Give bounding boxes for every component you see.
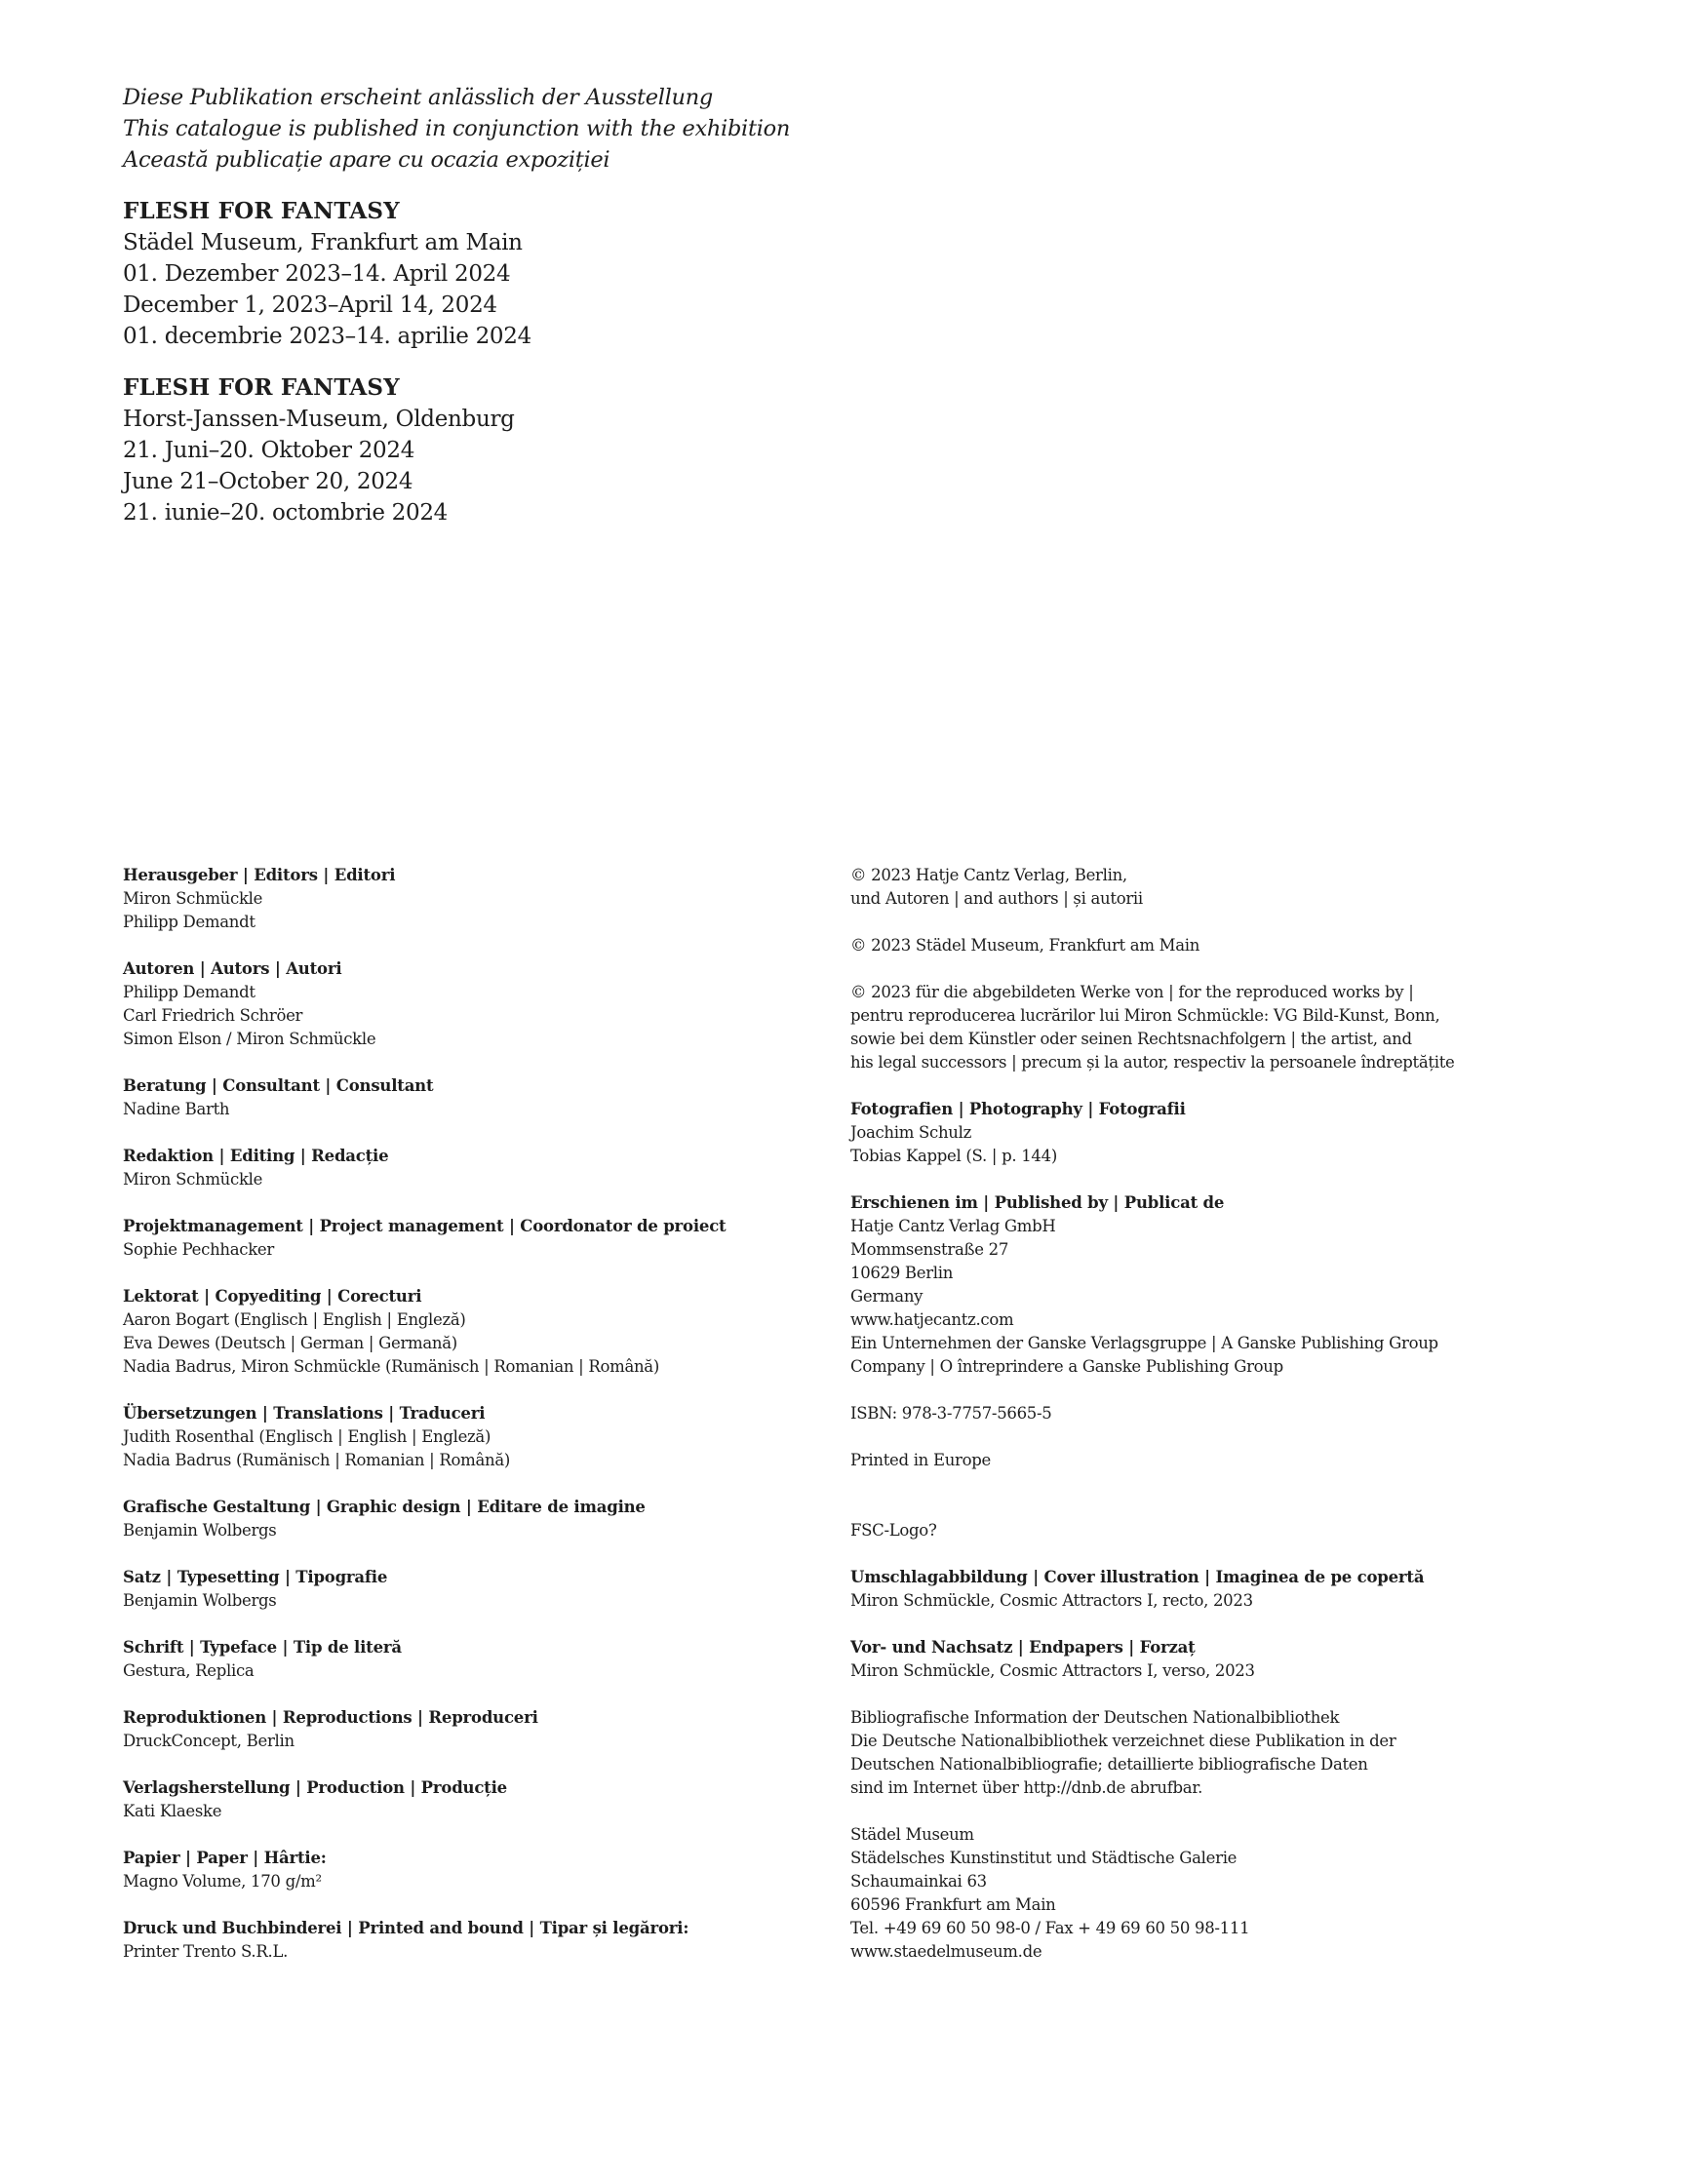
colophon-line: Miron Schmückle [123,1170,263,1189]
colophon-block [123,1917,747,1964]
colophon-block [123,1776,747,1823]
colophon-block [850,981,1611,1074]
colophon-line: Company | O întreprindere a Ganske Publishing Group [850,1357,1283,1376]
intro-line-de: Diese Publikation erscheint anlässlich der Ausstellung [123,85,714,110]
colophon-line: Germany [850,1287,924,1306]
colophon-block [123,1636,747,1683]
colophon-block [850,1098,1611,1168]
colophon-line: Sophie Pechhacker [123,1240,274,1259]
exhibition-venue: Städel Museum, Frankfurt am Main [123,230,523,255]
colophon-line: © 2023 für die abgebildeten Werke von | for the reproduced works by | [850,983,1414,1001]
colophon-line: Eva Dewes (Deutsch | German | Germană) [123,1334,457,1352]
colophon-line: www.staedelmuseum.de [850,1942,1042,1961]
colophon-block [850,1636,1611,1683]
colophon-line: Joachim Schulz [850,1123,971,1142]
colophon-block [850,864,1611,911]
colophon-heading: Fotografien | Photography | Fotografii [850,1100,1186,1118]
colophon-line: Philipp Demandt [123,983,255,1001]
colophon-line: pentru reproducerea lucrărilor lui Miron Schmückle: VG Bild-Kunst, Bonn, [850,1006,1440,1025]
colophon-line: Gestura, Replica [123,1661,255,1680]
colophon-heading: Grafische Gestaltung | Graphic design | Editare de imagine [123,1498,646,1516]
colophon-line: Aaron Bogart (Englisch | English | Engleză) [123,1310,466,1329]
colophon-block [850,1402,1611,1425]
colophon-line: © 2023 Hatje Cantz Verlag, Berlin, [850,866,1127,884]
colophon-line: Benjamin Wolbergs [123,1591,277,1610]
colophon-block [123,1215,747,1262]
colophon-block [850,1566,1611,1613]
colophon-block [123,1706,747,1753]
colophon-block [123,1496,747,1542]
colophon-heading: Reproduktionen | Reproductions | Reproduceri [123,1708,538,1727]
colophon-line: Nadia Badrus (Rumänisch | Romanian | Română) [123,1451,511,1469]
colophon-block [123,864,747,934]
colophon-line: Miron Schmückle, Cosmic Attractors I, verso, 2023 [850,1661,1255,1680]
colophon-line: Die Deutsche Nationalbibliothek verzeichnet diese Publikation in der [850,1732,1396,1750]
exhibition-date-en: June 21–October 20, 2024 [123,469,413,494]
colophon-line: Magno Volume, 170 g/m² [123,1872,322,1891]
colophon-line: Städel Museum [850,1825,974,1844]
colophon-line: Ein Unternehmen der Ganske Verlagsgruppe | A Ganske Publishing Group [850,1334,1438,1352]
colophon-block [123,1566,747,1613]
colophon-line: FSC-Logo? [850,1521,937,1540]
colophon-block [850,1496,1611,1542]
exhibition-janssen [123,372,1001,528]
colophon-line: Miron Schmückle, Cosmic Attractors I, recto, 2023 [850,1591,1253,1610]
colophon-line: sowie bei dem Künstler oder seinen Rechtsnachfolgern | the artist, and [850,1030,1412,1048]
colophon-line: sind im Internet über http://dnb.de abrufbar. [850,1778,1203,1797]
colophon-line: Miron Schmückle [123,889,263,908]
intro-line-ro: Această publicație apare cu ocazia expoziției [123,147,610,173]
colophon-line: ISBN: 978-3-7757-5665-5 [850,1404,1052,1423]
colophon-block [123,1285,747,1379]
colophon-line: Mommsenstraße 27 [850,1240,1009,1259]
colophon-heading: Verlagsherstellung | Production | Producție [123,1778,507,1797]
colophon-line: Tel. +49 69 60 50 98-0 / Fax + 49 69 60 50 98-111 [850,1919,1250,1937]
colophon-line: Printed in Europe [850,1451,991,1469]
intro-section [123,82,1001,528]
colophon-block [123,1074,747,1121]
exhibition-date-en: December 1, 2023–April 14, 2024 [123,292,497,318]
colophon-right-column [850,864,1611,1987]
colophon-line: Simon Elson / Miron Schmückle [123,1030,376,1048]
colophon-line: www.hatjecantz.com [850,1310,1014,1329]
colophon-line: Hatje Cantz Verlag GmbH [850,1217,1056,1235]
colophon-line: Kati Klaeske [123,1802,222,1820]
colophon-line: Tobias Kappel (S. | p. 144) [850,1147,1057,1165]
colophon-heading: Übersetzungen | Translations | Traduceri [123,1404,486,1423]
colophon-block [850,1823,1611,1964]
exhibition-title: FLESH FOR FANTASY [123,374,400,401]
colophon-line: Benjamin Wolbergs [123,1521,277,1540]
colophon-line: Philipp Demandt [123,913,255,931]
colophon-block [123,1847,747,1893]
colophon-line: und Autoren | and authors | și autorii [850,889,1143,908]
colophon-heading: Vor- und Nachsatz | Endpapers | Forzaț [850,1638,1196,1657]
colophon-line: DruckConcept, Berlin [123,1732,295,1750]
colophon-line: his legal successors | precum și la autor, respectiv la persoanele îndreptățite [850,1053,1455,1072]
colophon-line: 10629 Berlin [850,1264,954,1282]
colophon-block [123,957,747,1051]
colophon-line: Carl Friedrich Schröer [123,1006,303,1025]
colophon-heading: Lektorat | Copyediting | Corecturi [123,1287,422,1306]
colophon-line: Schaumainkai 63 [850,1872,987,1891]
colophon-heading: Papier | Paper | Hârtie: [123,1849,327,1867]
colophon-block [850,1191,1611,1379]
colophon-heading: Redaktion | Editing | Redacție [123,1147,389,1165]
colophon-block [850,1706,1611,1800]
colophon-line: Deutschen Nationalbibliografie; detaillierte bibliografische Daten [850,1755,1368,1774]
exhibition-staedel [123,196,1001,352]
colophon-heading: Satz | Typesetting | Tipografie [123,1568,388,1586]
exhibition-date-de: 21. Juni–20. Oktober 2024 [123,438,415,463]
exhibition-date-ro: 01. decembrie 2023–14. aprilie 2024 [123,324,531,349]
colophon-heading: Projektmanagement | Project management | Coordonator de proiect [123,1217,727,1235]
exhibition-date-ro: 21. iunie–20. octombrie 2024 [123,500,448,526]
colophon-left-column [123,864,747,1987]
colophon-heading: Herausgeber | Editors | Editori [123,866,396,884]
exhibition-venue: Horst-Janssen-Museum, Oldenburg [123,407,515,432]
colophon-line: © 2023 Städel Museum, Frankfurt am Main [850,936,1200,955]
colophon-line: Judith Rosenthal (Englisch | English | Engleză) [123,1427,491,1446]
exhibition-title: FLESH FOR FANTASY [123,198,400,224]
colophon-heading: Umschlagabbildung | Cover illustration | Imaginea de pe copertă [850,1568,1425,1586]
colophon-line: Printer Trento S.R.L. [123,1942,289,1961]
colophon-line: Städelsches Kunstinstitut und Städtische Galerie [850,1849,1238,1867]
colophon-heading: Erschienen im | Published by | Publicat de [850,1193,1225,1212]
exhibition-date-de: 01. Dezember 2023–14. April 2024 [123,261,511,287]
colophon-line: Nadine Barth [123,1100,230,1118]
colophon-line: Nadia Badrus, Miron Schmückle (Rumänisch | Romanian | Română) [123,1357,659,1376]
colophon-line: Bibliografische Information der Deutschen Nationalbibliothek [850,1708,1340,1727]
intro-line-en: This catalogue is published in conjunction with the exhibition [123,116,791,141]
colophon-heading: Autoren | Autors | Autori [123,959,342,978]
colophon-block [850,1449,1611,1472]
colophon-line [850,1496,1611,1519]
colophon-block [123,1145,747,1191]
colophon-block [850,934,1611,957]
colophon-heading: Beratung | Consultant | Consultant [123,1076,434,1095]
colophon-heading: Schrift | Typeface | Tip de literă [123,1638,402,1657]
colophon-line: 60596 Frankfurt am Main [850,1895,1056,1914]
colophon-heading: Druck und Buchbinderei | Printed and bound | Tipar și legărori: [123,1919,689,1937]
colophon-block [123,1402,747,1472]
